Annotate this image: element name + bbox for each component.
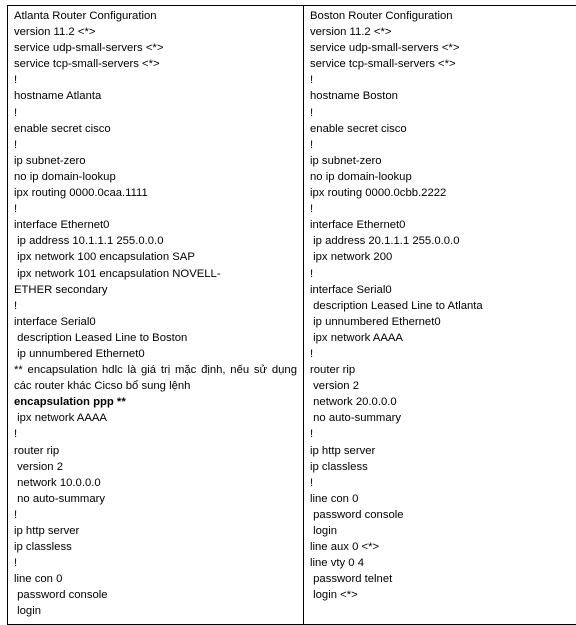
config-line: ! [310,426,576,442]
config-line: ipx routing 0000.0cbb.2222 [310,185,576,201]
config-line: no auto-summary [310,410,576,426]
config-line: service tcp-small-servers <*> [14,56,297,72]
config-line: no ip domain-lookup [310,169,576,185]
config-line: hostname Atlanta [14,88,297,104]
config-line: password console [14,587,297,603]
config-line: ip classless [14,539,297,555]
router-config-table [7,5,576,625]
config-line: interface Serial0 [310,282,576,298]
config-line: version 11.2 <*> [310,24,576,40]
config-line: service udp-small-servers <*> [310,40,576,56]
config-line: service udp-small-servers <*> [14,40,297,56]
config-line: ip address 20.1.1.1 255.0.0.0 [310,233,576,249]
config-line: ip http server [14,523,297,539]
config-line: login [14,603,297,619]
config-title: Atlanta Router Configuration [14,8,297,24]
config-line: ipx network 101 encapsulation NOVELL- [14,266,297,282]
config-title: Boston Router Configuration [310,8,576,24]
config-line: login <*> [310,587,576,603]
boston-config-column [304,6,576,625]
config-line: ! [14,555,297,571]
config-line: line con 0 [310,491,576,507]
config-line: router rip [14,443,297,459]
config-line: description Leased Line to Boston [14,330,297,346]
config-note: ** encapsulation hdlc là giá trị mặc định, nếu sử dụng các router khác Cicso bổ sung lệnh [14,362,297,394]
config-line: ! [14,105,297,121]
config-note-command: encapsulation ppp ** [14,394,297,410]
config-line: ETHER secondary [14,282,297,298]
config-line: no ip domain-lookup [14,169,297,185]
config-line: ip subnet-zero [310,153,576,169]
config-line: line vty 0 4 [310,555,576,571]
config-row [8,6,576,625]
config-line: ip subnet-zero [14,153,297,169]
config-line: ! [310,475,576,491]
config-line: ip classless [310,459,576,475]
config-line: network 20.0.0.0 [310,394,576,410]
config-line: ipx network 200 [310,249,576,265]
config-line: ipx routing 0000.0caa.1111 [14,185,297,201]
config-line: ! [14,426,297,442]
config-line: ip http server [310,443,576,459]
config-line: password console [310,507,576,523]
config-line: ! [310,266,576,282]
config-line: router rip [310,362,576,378]
config-line: ! [310,105,576,121]
config-line: ! [310,201,576,217]
config-line: ! [310,72,576,88]
config-line: ! [310,137,576,153]
config-line: version 2 [14,459,297,475]
config-line: ip address 10.1.1.1 255.0.0.0 [14,233,297,249]
config-line: enable secret cisco [14,121,297,137]
config-line: ip unnumbered Ethernet0 [310,314,576,330]
config-line: login [310,523,576,539]
config-line: interface Ethernet0 [310,217,576,233]
config-line: ! [14,507,297,523]
config-line: ! [14,72,297,88]
config-line: ! [14,201,297,217]
config-line: ! [14,137,297,153]
config-line: ! [14,298,297,314]
config-line: ipx network AAAA [14,410,297,426]
config-line: hostname Boston [310,88,576,104]
config-line: ipx network 100 encapsulation SAP [14,249,297,265]
config-line: version 2 [310,378,576,394]
config-line: ! [310,346,576,362]
config-line: password telnet [310,571,576,587]
atlanta-config-column [8,6,304,625]
config-line: interface Serial0 [14,314,297,330]
config-line: ipx network AAAA [310,330,576,346]
config-line: no auto-summary [14,491,297,507]
config-line: version 11.2 <*> [14,24,297,40]
config-line: line aux 0 <*> [310,539,576,555]
config-line: enable secret cisco [310,121,576,137]
config-line: network 10.0.0.0 [14,475,297,491]
config-line: description Leased Line to Atlanta [310,298,576,314]
config-line: interface Ethernet0 [14,217,297,233]
config-line: ip unnumbered Ethernet0 [14,346,297,362]
config-line: line con 0 [14,571,297,587]
config-line: service tcp-small-servers <*> [310,56,576,72]
